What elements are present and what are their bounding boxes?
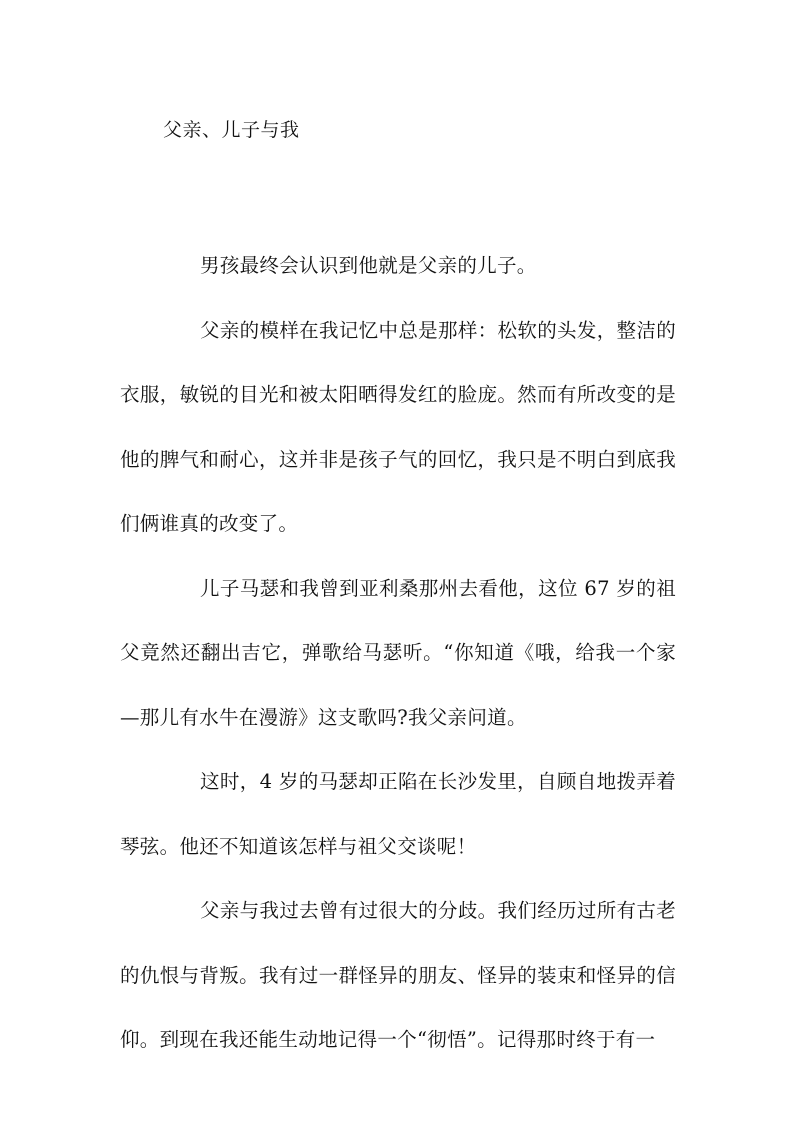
- paragraph: 父亲的模样在我记忆中总是那样：松软的头发，整洁的衣服，敏锐的目光和被太阳晒得发红的脸庞。然而有所改变的是他的脾气和耐心，这并非是孩子气的回忆，我只是不明白到底我们俩谁真的改变了。: [120, 318, 676, 535]
- document-title: 父亲、儿子与我: [163, 119, 300, 141]
- paragraph: 儿子马瑟和我曾到亚利桑那州去看他，这位 67 岁的祖父竟然还翻出吉它，弹歌给马瑟听。“你知道《哦，给我一个家—那儿有水牛在漫游》这支歌吗?我父亲问道。: [120, 576, 676, 729]
- paragraph: 这时，4 岁的马瑟却正陷在长沙发里，自顾自地拨弄着琴弦。他还不知道该怎样与祖父交谈呢！: [120, 770, 676, 858]
- paragraph: 父亲与我过去曾有过很大的分歧。我们经历过所有古老的仇恨与背叛。我有过一群怪异的朋友、怪异的装束和怪异的信仰。到现在我还能生动地记得一个“彻悟”。记得那时终于有一: [120, 899, 676, 1051]
- document-body: [120, 234, 676, 1073]
- paragraph: 男孩最终会认识到他就是父亲的儿子。: [200, 254, 537, 277]
